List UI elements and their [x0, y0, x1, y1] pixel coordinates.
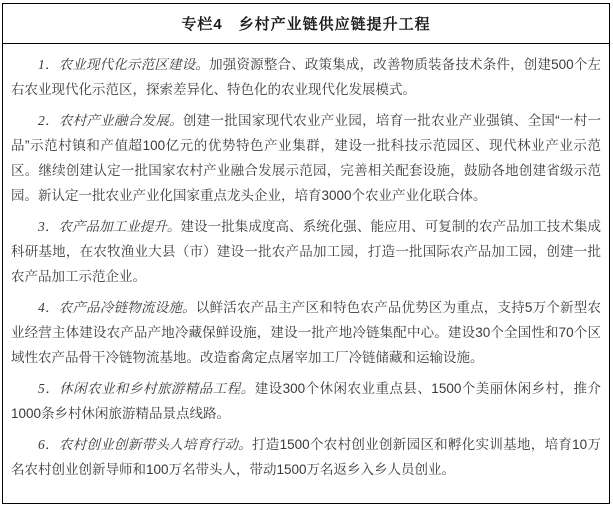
paragraph-3-lead: 3．农产品加工业提升。: [38, 219, 181, 234]
paragraph-2-lead: 2．农村产业融合发展。: [38, 113, 183, 128]
panel-body: [3, 44, 609, 503]
paragraph-1: [11, 52, 601, 102]
paragraph-1-lead: 1．农业现代化示范区建设。: [38, 57, 210, 72]
paragraph-4-text: 以鲜活农产品主产区和特色农产品优势区为重点，支持5万个新型农业经营主体建设农产品产地冷藏保鲜设施，建设一批产地冷链集配中心。建设30个全国性和70个区域性农产品骨干冷链物流基地。改造畜禽定点屠宰加工厂冷链储藏和运输设施。: [11, 300, 601, 365]
document-page: [0, 3, 613, 511]
paragraph-4-lead: 4．农产品冷链物流设施。: [38, 300, 196, 315]
paragraph-4: [11, 295, 601, 370]
paragraph-6: [11, 432, 601, 482]
paragraph-6-lead: 6．农村创业创新带头人培育行动。: [38, 437, 253, 452]
paragraph-5-lead: 5．休闲农业和乡村旅游精品工程。: [38, 381, 255, 396]
panel-title: 专栏4 乡村产业链供应链提升工程: [3, 4, 609, 44]
paragraph-3: [11, 214, 601, 289]
paragraph-2: [11, 108, 601, 208]
paragraph-6-text: 打造1500个农村创业创新园区和孵化实训基地，培育10万名农村创业创新导师和100万名带头人，带动1500万名返乡入乡人员创业。: [11, 437, 601, 477]
paragraph-5-text: 建设300个休闲农业重点县、1500个美丽休闲乡村，推介1000条乡村休闲旅游精品景点线路。: [11, 381, 601, 421]
column-panel: [2, 3, 610, 504]
paragraph-2-text: 创建一批国家现代农业产业园，培育一批农业产业强镇、全国“一村一品”示范村镇和产值超100亿元的优势特色产业集群，建设一批科技示范园区、现代林业产业示范区。继续创建认定一批国家农村产业融合发展示范园，完善相关配套设施，鼓励各地创建省级示范园。新认定一批农业产业化国家重点龙头企业，培育3000个农业产业化联合体。: [11, 113, 601, 203]
paragraph-1-text: 加强资源整合、政策集成，改善物质装备技术条件，创建500个左右农业现代化示范区，探索差异化、特色化的农业现代化发展模式。: [11, 57, 602, 97]
paragraph-3-text: 建设一批集成度高、系统化强、能应用、可复制的农产品加工技术集成科研基地，在农牧渔业大县（市）建设一批农产品加工园，打造一批国际农产品加工园，创建一批农产品加工示范企业。: [11, 219, 602, 284]
paragraph-5: [11, 376, 601, 426]
